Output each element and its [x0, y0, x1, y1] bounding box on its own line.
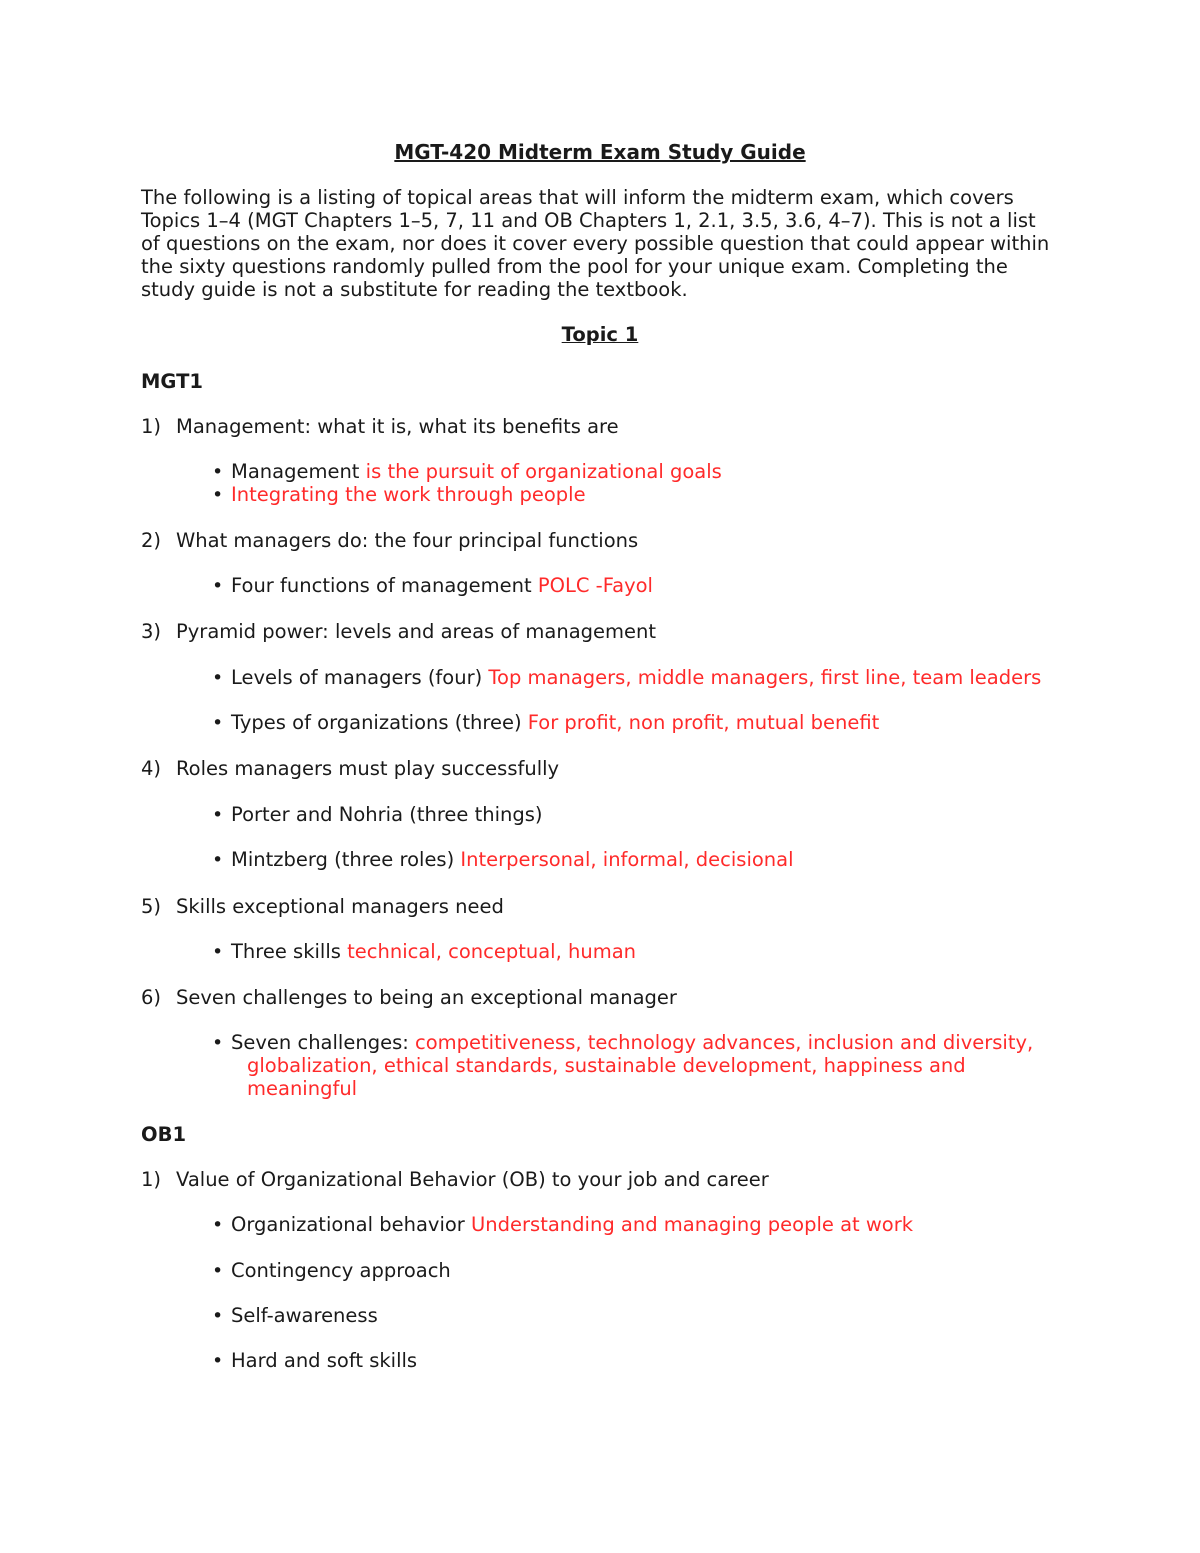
bullet-item [212, 1349, 1072, 1373]
bullet-text: Contingency approach [231, 1259, 451, 1282]
bullet-item [212, 803, 1072, 827]
intro-line: study guide is not a substitute for reading the textbook. [141, 278, 688, 301]
bullet-icon: • [212, 667, 224, 689]
bullet-icon: • [212, 575, 224, 597]
answer-text-continued: globalization, ethical standards, sustainable development, happiness and [247, 1054, 966, 1077]
question-item [141, 620, 1081, 643]
bullet-icon: • [212, 1214, 224, 1236]
section-heading-mgt1: MGT1 [141, 370, 203, 393]
bullet-item [212, 1031, 1072, 1055]
bullet-icon: • [212, 484, 224, 506]
bullet-icon: • [212, 1305, 224, 1327]
bullet-text: Porter and Nohria (three things) [231, 803, 543, 826]
question-number: 1) [141, 415, 162, 438]
bullet-icon: • [212, 849, 224, 871]
answer-text: For profit, non profit, mutual benefit [527, 711, 880, 734]
bullet-icon: • [212, 1260, 224, 1282]
question-text: What managers do: the four principal functions [176, 529, 639, 552]
answer-text: Interpersonal, informal, decisional [460, 848, 794, 871]
question-item [141, 529, 1081, 552]
bullet-icon: • [212, 941, 224, 963]
question-item [141, 986, 1081, 1009]
question-item [141, 415, 1081, 438]
question-text: Roles managers must play successfully [176, 757, 560, 780]
bullet-item [212, 940, 1072, 964]
answer-text: Understanding and managing people at work [471, 1213, 914, 1236]
intro-line: the sixty questions randomly pulled from the pool for your unique exam. Completing the [141, 255, 1008, 278]
answer-text: is the pursuit of organizational goals [365, 460, 722, 483]
question-item [141, 757, 1081, 780]
section-heading-ob1: OB1 [141, 1123, 187, 1146]
bullet-icon: • [212, 804, 224, 826]
bullet-icon: • [212, 712, 224, 734]
bullet-icon: • [212, 1350, 224, 1372]
intro-line: Topics 1–4 (MGT Chapters 1–5, 7, 11 and OB Chapters 1, 2.1, 3.5, 3.6, 4–7). This is not a list [141, 209, 1036, 232]
page-title: MGT-420 Midterm Exam Study Guide [394, 140, 806, 164]
question-number: 6) [141, 986, 162, 1009]
question-number: 2) [141, 529, 162, 552]
question-number: 5) [141, 895, 162, 918]
bullet-text: Three skills [231, 940, 341, 963]
answer-text: POLC -Fayol [537, 574, 653, 597]
answer-text: Integrating the work through people [231, 483, 586, 506]
bullet-text: Types of organizations (three) [231, 711, 522, 734]
bullet-text: Organizational behavior [231, 1213, 465, 1236]
question-text: Value of Organizational Behavior (OB) to your job and career [176, 1168, 769, 1191]
answer-text: technical, conceptual, human [347, 940, 637, 963]
bullet-text: Hard and soft skills [231, 1349, 418, 1372]
bullet-text: Management [231, 460, 360, 483]
answer-text: Top managers, middle managers, first line, team leaders [488, 666, 1042, 689]
bullet-text: Mintzberg (three roles) [231, 848, 455, 871]
topic-heading: Topic 1 [561, 323, 639, 346]
bullet-item [212, 848, 1072, 872]
question-text: Management: what it is, what its benefits are [176, 415, 619, 438]
bullet-icon: • [212, 461, 224, 483]
bullet-text: Seven challenges: [231, 1031, 409, 1054]
bullet-text: Levels of managers (four) [231, 666, 483, 689]
answer-text-continued: meaningful [247, 1077, 358, 1100]
question-number: 1) [141, 1168, 162, 1191]
question-number: 4) [141, 757, 162, 780]
bullet-text: Self-awareness [231, 1304, 378, 1327]
intro-line: The following is a listing of topical areas that will inform the midterm exam, which covers [141, 186, 1014, 209]
question-text: Pyramid power: levels and areas of management [176, 620, 657, 643]
bullet-item [212, 1259, 1072, 1283]
bullet-text: Four functions of management [231, 574, 532, 597]
bullet-item [212, 574, 1072, 598]
bullet-item [212, 711, 1072, 735]
bullet-item [212, 483, 1072, 507]
bullet-item [212, 1304, 1072, 1328]
bullet-icon: • [212, 1032, 224, 1054]
intro-paragraph [141, 186, 1071, 301]
answer-text: competitiveness, technology advances, inclusion and diversity, [415, 1031, 1034, 1054]
bullet-item [212, 460, 1072, 484]
question-text: Skills exceptional managers need [176, 895, 504, 918]
intro-line: of questions on the exam, nor does it cover every possible question that could appear within [141, 232, 1050, 255]
question-item [141, 1168, 1081, 1191]
bullet-item [212, 666, 1072, 690]
question-item [141, 895, 1081, 918]
bullet-item [212, 1213, 1072, 1237]
question-text: Seven challenges to being an exceptional manager [176, 986, 677, 1009]
question-number: 3) [141, 620, 162, 643]
